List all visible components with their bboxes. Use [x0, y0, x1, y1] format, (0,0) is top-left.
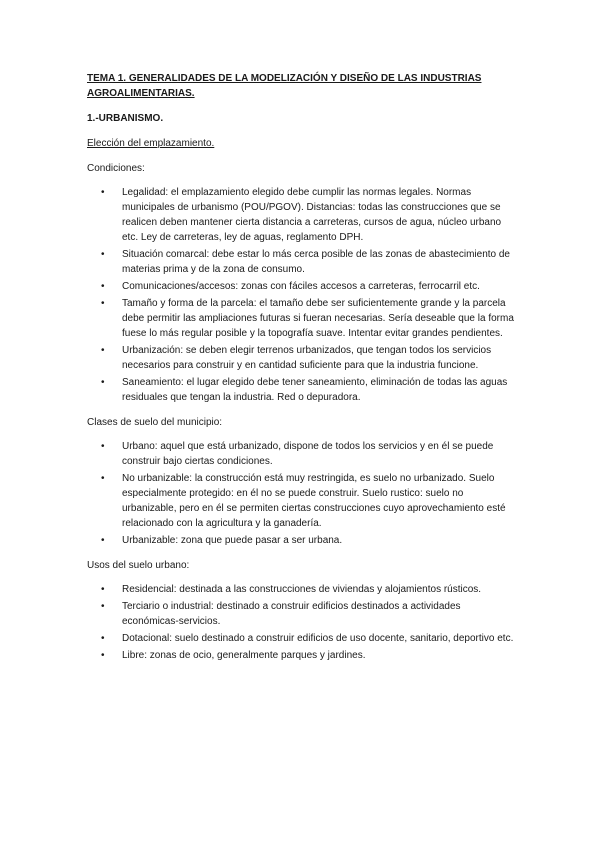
- bullet-icon: •: [101, 377, 105, 388]
- list-item-text: Comunicaciones/accesos: zonas con fáciles accesos a carreteras, ferrocarril etc.: [122, 281, 480, 292]
- document-title: TEMA 1. GENERALIDADES DE LA MODELIZACIÓN Y DISEÑO DE LAS INDUSTRIAS AGROALIMENTARIAS.: [87, 73, 482, 99]
- list-item: [87, 296, 517, 341]
- list-item: [87, 185, 517, 245]
- bullet-icon: •: [101, 535, 105, 546]
- bullet-icon: •: [101, 584, 105, 595]
- list-item-text: Residencial: destinada a las construcciones de viviendas y alojamientos rústicos.: [122, 584, 482, 595]
- bullet-icon: •: [101, 281, 105, 292]
- list-item-text: Terciario o industrial: destinado a construir edificios destinados a actividades económicas-servicios.: [122, 601, 461, 627]
- bullet-icon: •: [101, 345, 105, 356]
- list-item-text: Legalidad: el emplazamiento elegido debe cumplir las normas legales. Normas municipales de urbanismo (POU/PGOV). Distancias: todas las construcciones que se realicen deben mantener cierta distancia a carreteras, cursos de agua, núcleo urbano etc. Ley de carreteras, ley de aguas, reglamento DPH.: [122, 187, 502, 243]
- list-item: [87, 631, 517, 646]
- condiciones-label: Condiciones:: [87, 163, 145, 174]
- list-item-text: Tamaño y forma de la parcela: el tamaño debe ser suficientemente grande y la parcela debe permitir las ampliaciones futuras si fueran necesarias. Sería deseable que la forma fuese lo más regular posible y la topografía suave. Intentar evitar grandes pendientes.: [122, 298, 514, 339]
- bullet-icon: •: [101, 298, 105, 309]
- list-item: [87, 533, 517, 548]
- usos-list: [87, 582, 517, 663]
- list-item-text: No urbanizable: la construcción está muy restringida, es suelo no urbanizado. Suelo especialmente protegido: en él no se puede construir. Suelo rustico: suelo no urbanizable, pero en él se permiten ciertas construcciones cuyo aprovechamiento esté relacionado con la agricultura y la ganadería.: [122, 473, 506, 529]
- list-item: [87, 648, 517, 663]
- clases-label: Clases de suelo del municipio:: [87, 417, 223, 428]
- section-heading-urbanismo: 1.-URBANISMO.: [87, 113, 164, 124]
- condiciones-list: [87, 185, 517, 405]
- list-item-text: Dotacional: suelo destinado a construir edificios de uso docente, sanitario, deportivo etc.: [122, 633, 514, 644]
- list-item-text: Urbanización: se deben elegir terrenos urbanizados, que tengan todos los servicios necesarios para construir y en cantidad suficiente para que la industria funcione.: [122, 345, 492, 371]
- list-item: [87, 279, 517, 294]
- list-item: [87, 247, 517, 277]
- list-item: [87, 375, 517, 405]
- bullet-icon: •: [101, 473, 105, 484]
- list-item: [87, 599, 517, 629]
- list-item: [87, 582, 517, 597]
- usos-label: Usos del suelo urbano:: [87, 560, 190, 571]
- bullet-icon: •: [101, 601, 105, 612]
- list-item-text: Urbano: aquel que está urbanizado, dispone de todos los servicios y en él se puede construir bajo ciertas condiciones.: [122, 441, 494, 467]
- subsection-heading-emplazamiento: Elección del emplazamiento.: [87, 138, 215, 149]
- bullet-icon: •: [101, 249, 105, 260]
- bullet-icon: •: [101, 187, 105, 198]
- bullet-icon: •: [101, 441, 105, 452]
- list-item-text: Saneamiento: el lugar elegido debe tener saneamiento, eliminación de todas las aguas residuales que tengan la industria. Red o depuradora.: [122, 377, 508, 403]
- bullet-icon: •: [101, 633, 105, 644]
- list-item-text: Situación comarcal: debe estar lo más cerca posible de las zonas de abastecimiento de materias prima y de la zona de consumo.: [122, 249, 510, 275]
- list-item: [87, 439, 517, 469]
- list-item-text: Libre: zonas de ocio, generalmente parques y jardines.: [122, 650, 366, 661]
- clases-list: [87, 439, 517, 548]
- document-content: [87, 71, 517, 665]
- list-item-text: Urbanizable: zona que puede pasar a ser urbana.: [122, 535, 343, 546]
- list-item: [87, 343, 517, 373]
- list-item: [87, 471, 517, 531]
- bullet-icon: •: [101, 650, 105, 661]
